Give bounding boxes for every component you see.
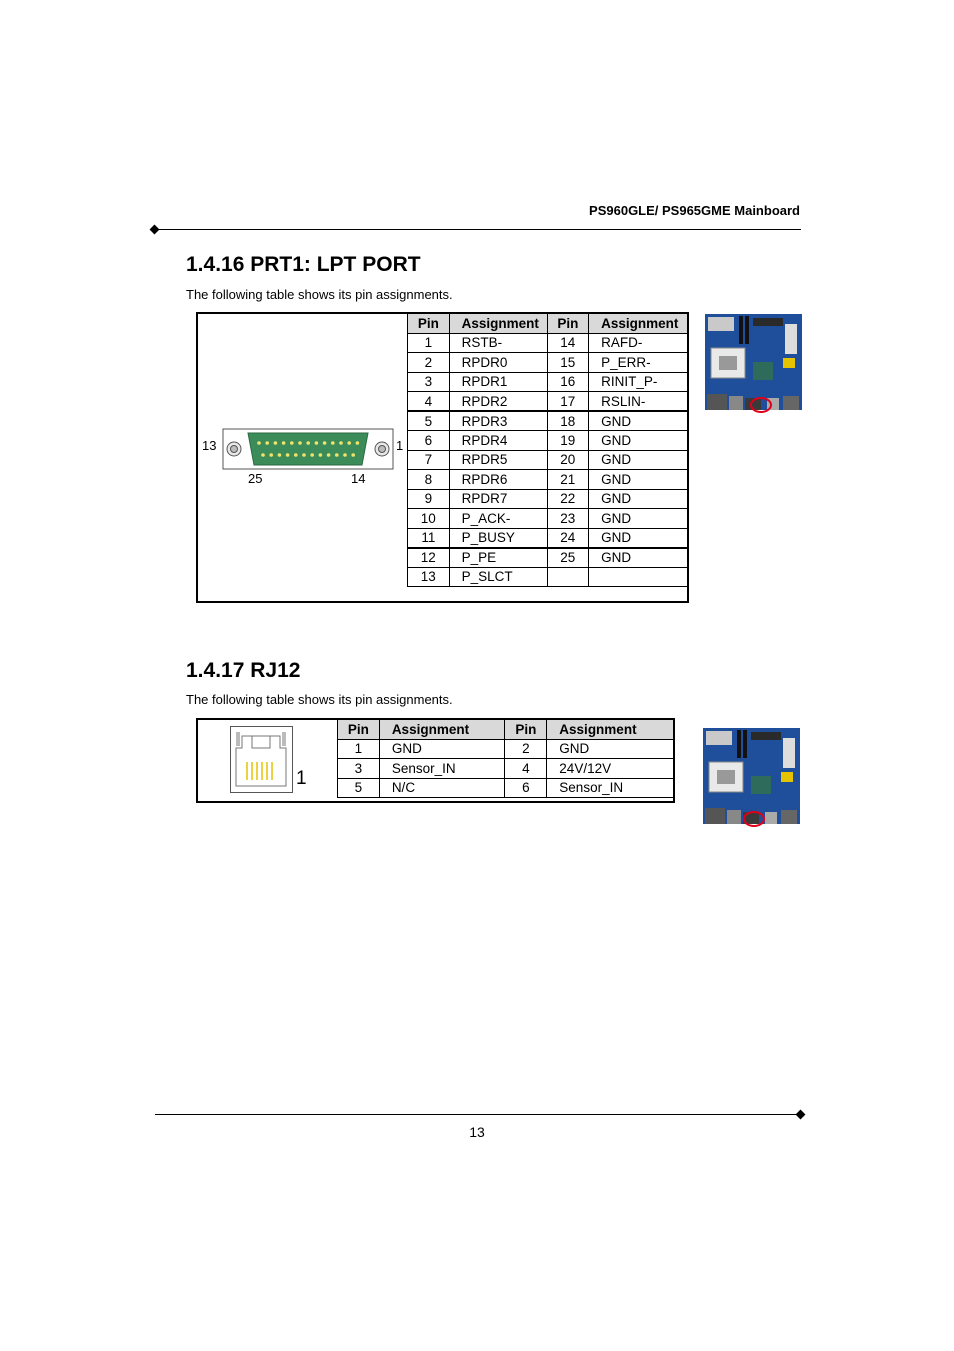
pin-assignment-cell: P_ACK-	[449, 509, 547, 529]
pin-number-cell: 5	[408, 411, 450, 431]
table-row	[408, 411, 688, 431]
pin-assignment-cell: RPDR0	[449, 353, 547, 373]
pin-number-cell: 16	[547, 372, 589, 392]
pin-assignment-cell: RSLIN-	[589, 392, 688, 412]
pin-number-cell: 13	[408, 567, 450, 587]
pin-assignment-cell: RSTB-	[449, 333, 547, 353]
table-row	[338, 739, 674, 759]
table-row	[408, 333, 688, 353]
pin-number-cell: 17	[547, 392, 589, 412]
pin-assignment-cell: GND	[589, 431, 688, 451]
table-row	[408, 470, 688, 490]
db25-pin-dot	[335, 453, 339, 457]
prt1-pin-table	[407, 313, 688, 587]
db25-pin-dot	[356, 441, 360, 445]
pin-number-cell: 2	[408, 353, 450, 373]
db25-pin-dot	[290, 441, 294, 445]
db25-pin-dot	[257, 441, 261, 445]
column-header: Pin	[505, 720, 547, 740]
pin-assignment-cell: RPDR4	[449, 431, 547, 451]
pin-number-cell: 25	[547, 548, 589, 568]
pin-number-cell: 14	[547, 333, 589, 353]
table-row	[408, 509, 688, 529]
db25-pin-dot	[343, 453, 347, 457]
pin-number-cell: 3	[408, 372, 450, 392]
pin-number-cell: 19	[547, 431, 589, 451]
rj12-heading: 1.4.17 RJ12	[186, 659, 301, 682]
db25-pin-dot	[310, 453, 314, 457]
db25-label-pin13: 13	[202, 438, 217, 453]
pin-assignment-cell: GND	[589, 548, 688, 568]
db25-pin-dot	[339, 441, 343, 445]
pin-number-cell: 24	[547, 528, 589, 548]
db25-pin-dot	[274, 441, 278, 445]
db25-pin-dot	[315, 441, 319, 445]
rj12-intro: The following table shows its pin assignments.	[186, 692, 453, 707]
pin-assignment-cell: P_ERR-	[589, 353, 688, 373]
column-header: Pin	[547, 314, 589, 334]
pin-number-cell: 11	[408, 528, 450, 548]
db25-pin-dot	[347, 441, 351, 445]
pin-number-cell: 23	[547, 509, 589, 529]
column-header: Assignment	[379, 720, 505, 740]
db25-pin-dot	[331, 441, 335, 445]
pin-number-cell: 10	[408, 509, 450, 529]
pin-number-cell: 1	[338, 739, 380, 759]
footer-rule	[155, 1114, 801, 1115]
db25-pin-dot	[269, 453, 273, 457]
prt1-intro: The following table shows its pin assignments.	[186, 287, 453, 302]
db25-pin-dot	[278, 453, 282, 457]
pin-number-cell: 1	[408, 333, 450, 353]
pin-assignment-cell: RINIT_P-	[589, 372, 688, 392]
pin-number-cell: 8	[408, 470, 450, 490]
pin-number-cell: 9	[408, 489, 450, 509]
pin-assignment-cell	[589, 567, 688, 587]
pin-number-cell: 15	[547, 353, 589, 373]
pin-assignment-cell: 24V/12V	[547, 759, 674, 779]
pin-number-cell	[547, 567, 589, 587]
pin-number-cell: 21	[547, 470, 589, 490]
pin-assignment-cell: GND	[547, 739, 674, 759]
mainboard-thumbnail-rj12	[703, 728, 800, 828]
table-row	[408, 392, 688, 412]
pin-assignment-cell: GND	[589, 509, 688, 529]
pin-number-cell: 4	[408, 392, 450, 412]
pin-assignment-cell: GND	[589, 411, 688, 431]
db25-pin-dot	[306, 441, 310, 445]
pin-assignment-cell: RPDR2	[449, 392, 547, 412]
pin-assignment-cell: Sensor_IN	[547, 778, 674, 798]
table-header-row	[408, 314, 688, 334]
pin-assignment-cell: RPDR5	[449, 450, 547, 470]
pin-number-cell: 20	[547, 450, 589, 470]
table-row	[408, 567, 688, 587]
db25-pin-dot	[261, 453, 265, 457]
table-row	[408, 489, 688, 509]
db25-pin-dot	[323, 441, 327, 445]
pin-number-cell: 6	[408, 431, 450, 451]
column-header: Pin	[338, 720, 380, 740]
pin-assignment-cell: RPDR1	[449, 372, 547, 392]
footer-rule-diamond	[796, 1110, 806, 1120]
table-row	[338, 759, 674, 779]
db25-pin-dot	[294, 453, 298, 457]
pin-number-cell: 6	[505, 778, 547, 798]
db25-pin-dot	[327, 453, 331, 457]
pin-number-cell: 7	[408, 450, 450, 470]
pin-assignment-cell: GND	[589, 450, 688, 470]
pin-assignment-cell: GND	[589, 528, 688, 548]
pin-assignment-cell: N/C	[379, 778, 505, 798]
db25-connector-icon	[222, 428, 394, 470]
table-row	[338, 778, 674, 798]
table-row	[408, 528, 688, 548]
page-number: 13	[469, 1124, 485, 1140]
db25-pin-dot	[351, 453, 355, 457]
pin-assignment-cell: RPDR6	[449, 470, 547, 490]
column-header: Pin	[408, 314, 450, 334]
column-header: Assignment	[449, 314, 547, 334]
column-header: Assignment	[547, 720, 674, 740]
db25-label-pin1: 1	[396, 438, 404, 453]
db25-pin-dot	[319, 453, 323, 457]
prt1-heading: 1.4.16 PRT1: LPT PORT	[186, 253, 421, 276]
pin-number-cell: 5	[338, 778, 380, 798]
table-row	[408, 450, 688, 470]
db25-pin-dot	[265, 441, 269, 445]
pin-assignment-cell: Sensor_IN	[379, 759, 505, 779]
rj12-jack-icon	[230, 726, 294, 794]
table-header-row	[338, 720, 674, 740]
pin-assignment-cell: RPDR7	[449, 489, 547, 509]
pin-number-cell: 18	[547, 411, 589, 431]
pin-assignment-cell: P_BUSY	[449, 528, 547, 548]
db25-label-pin25: 25	[248, 471, 263, 486]
db25-label-pin14: 14	[351, 471, 366, 486]
table-row	[408, 353, 688, 373]
pin-assignment-cell: GND	[589, 470, 688, 490]
pin-assignment-cell: RPDR3	[449, 411, 547, 431]
pin-assignment-cell: P_SLCT	[449, 567, 547, 587]
pin-number-cell: 22	[547, 489, 589, 509]
db25-pin-dot	[286, 453, 290, 457]
pin-number-cell: 12	[408, 548, 450, 568]
db25-pin-dot	[282, 441, 286, 445]
pin-assignment-cell: GND	[589, 489, 688, 509]
rj12-pin1-label: 1	[296, 768, 307, 789]
pin-number-cell: 2	[505, 739, 547, 759]
pin-assignment-cell: GND	[379, 739, 505, 759]
mainboard-thumbnail-prt1	[705, 314, 802, 414]
document-header-title: PS960GLE/ PS965GME Mainboard	[589, 203, 800, 218]
column-header: Assignment	[589, 314, 688, 334]
db25-pin-dot	[298, 441, 302, 445]
pin-number-cell: 3	[338, 759, 380, 779]
pin-assignment-cell: RAFD-	[589, 333, 688, 353]
table-row	[408, 548, 688, 568]
table-row	[408, 372, 688, 392]
header-rule	[155, 229, 801, 230]
rj12-pin-table	[337, 719, 674, 798]
db25-pin-dot	[302, 453, 306, 457]
pin-assignment-cell: P_PE	[449, 548, 547, 568]
pin-number-cell: 4	[505, 759, 547, 779]
table-row	[408, 431, 688, 451]
